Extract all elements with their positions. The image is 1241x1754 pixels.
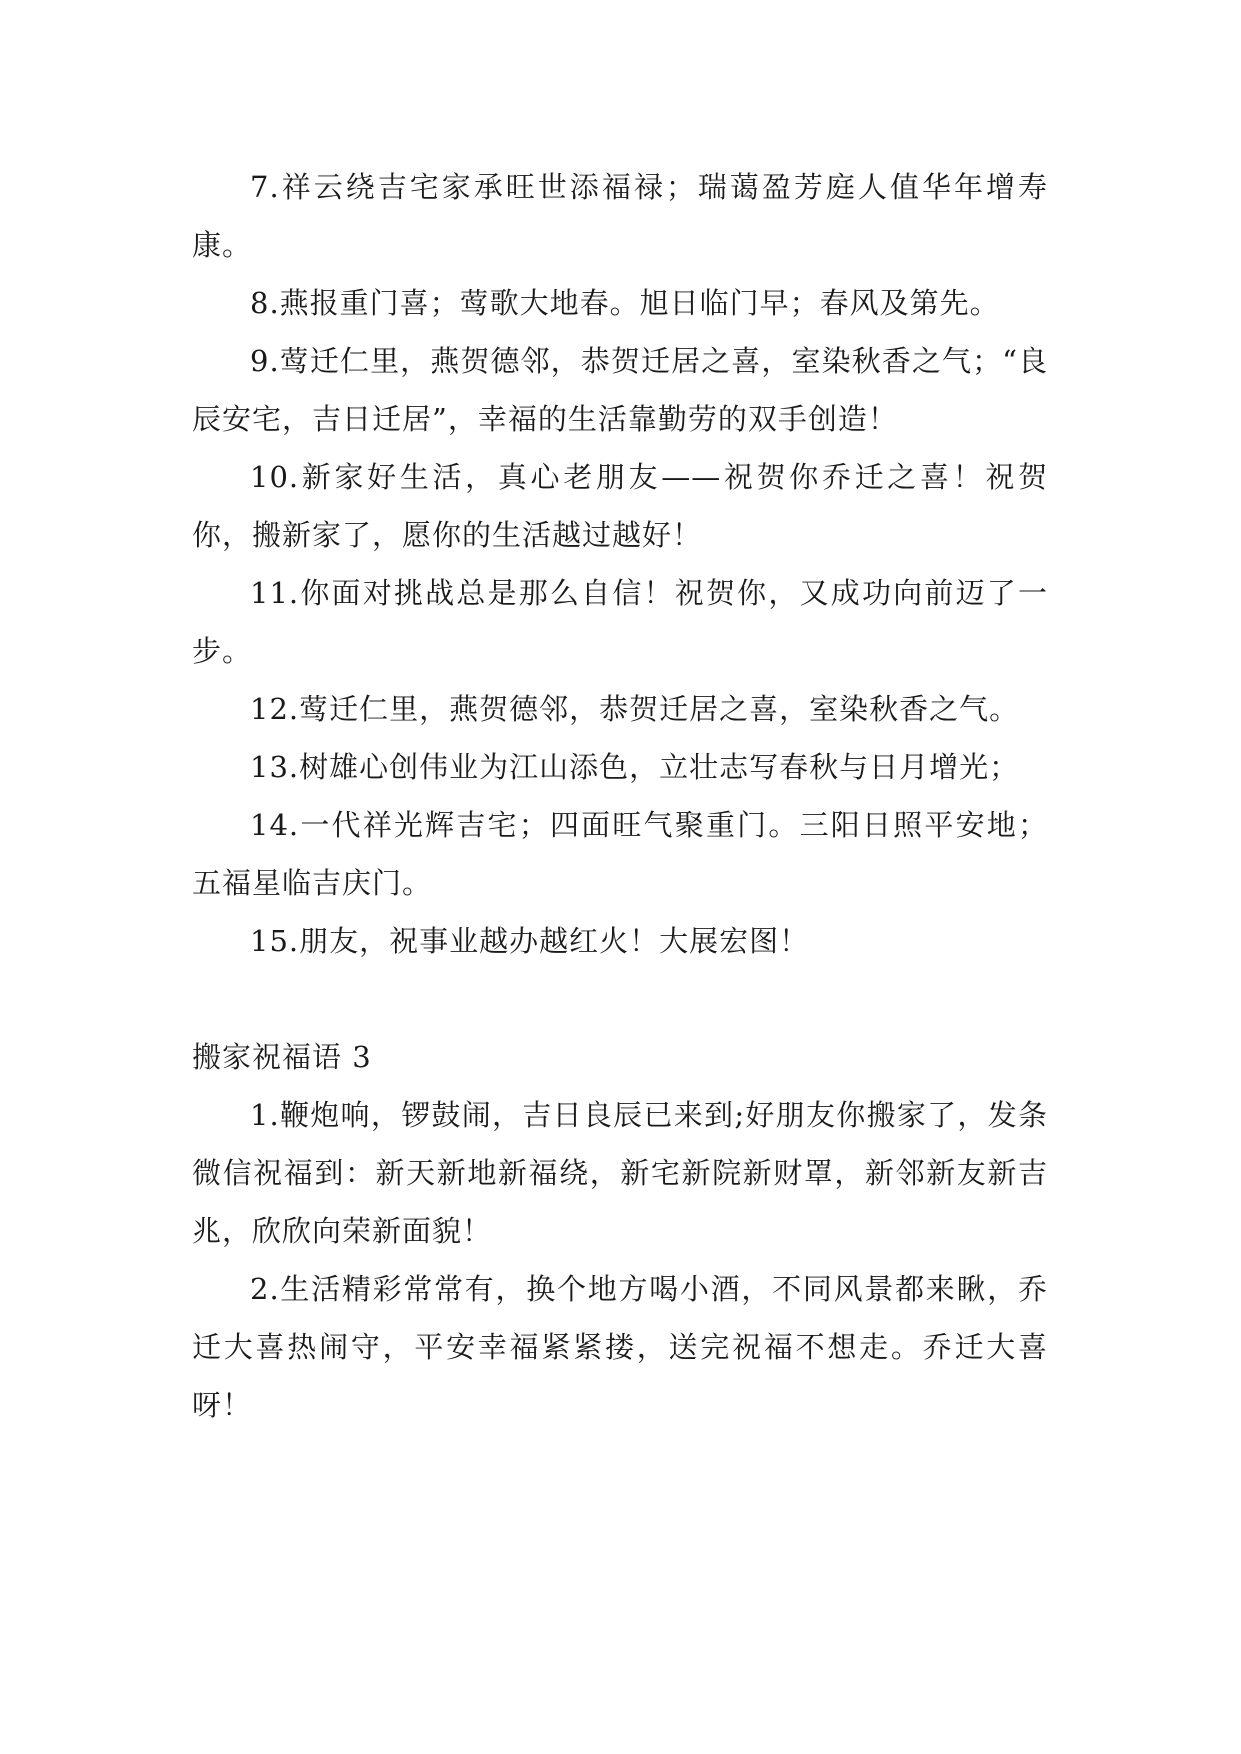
paragraph-item-13: 13.树雄心创伟业为江山添色，立壮志写春秋与日月增光； bbox=[250, 750, 1020, 784]
paragraph-item-1: 1.鞭炮响，锣鼓闹，吉日良辰已来到;好朋友你搬家了，发条微信祝福到：新天新地新福绕，新宅新院新财罩，新邻新友新吉兆，欣欣向荣新面貌！ bbox=[192, 1098, 1048, 1248]
section-spacer bbox=[192, 970, 1048, 1028]
paragraph-item-14: 14.一代祥光辉吉宅；四面旺气聚重门。三阳日照平安地；五福星临吉庆门。 bbox=[192, 808, 1048, 900]
paragraph-item-8: 8.燕报重门喜；莺歌大地春。旭日临门早；春风及第先。 bbox=[250, 286, 1000, 320]
paragraph-item-9: 9.莺迁仁里，燕贺德邻，恭贺迁居之喜，室染秋香之气；“良辰安宅，吉日迁居”，幸福的生活靠勤劳的双手创造！ bbox=[192, 344, 1048, 436]
paragraph-item-11: 11.你面对挑战总是那么自信！祝贺你，又成功向前迈了一步。 bbox=[192, 576, 1048, 668]
paragraph-item-2: 2.生活精彩常常有，换个地方喝小酒，不同风景都来瞅，乔迁大喜热闹守，平安幸福紧紧搂，送完祝福不想走。乔迁大喜呀！ bbox=[192, 1272, 1048, 1422]
document-body bbox=[192, 158, 1048, 1434]
paragraph-item-10: 10.新家好生活，真心老朋友——祝贺你乔迁之喜！祝贺你，搬新家了，愿你的生活越过越好！ bbox=[192, 460, 1048, 552]
paragraph-item-12: 12.莺迁仁里，燕贺德邻，恭贺迁居之喜，室染秋香之气。 bbox=[250, 692, 1020, 726]
paragraph-item-7: 7.祥云绕吉宅家承旺世添福禄；瑞蔼盈芳庭人值华年增寿康。 bbox=[192, 170, 1048, 262]
paragraph-item-15: 15.朋友，祝事业越办越红火！大展宏图！ bbox=[250, 924, 810, 958]
section-heading: 搬家祝福语 3 bbox=[192, 1040, 372, 1074]
